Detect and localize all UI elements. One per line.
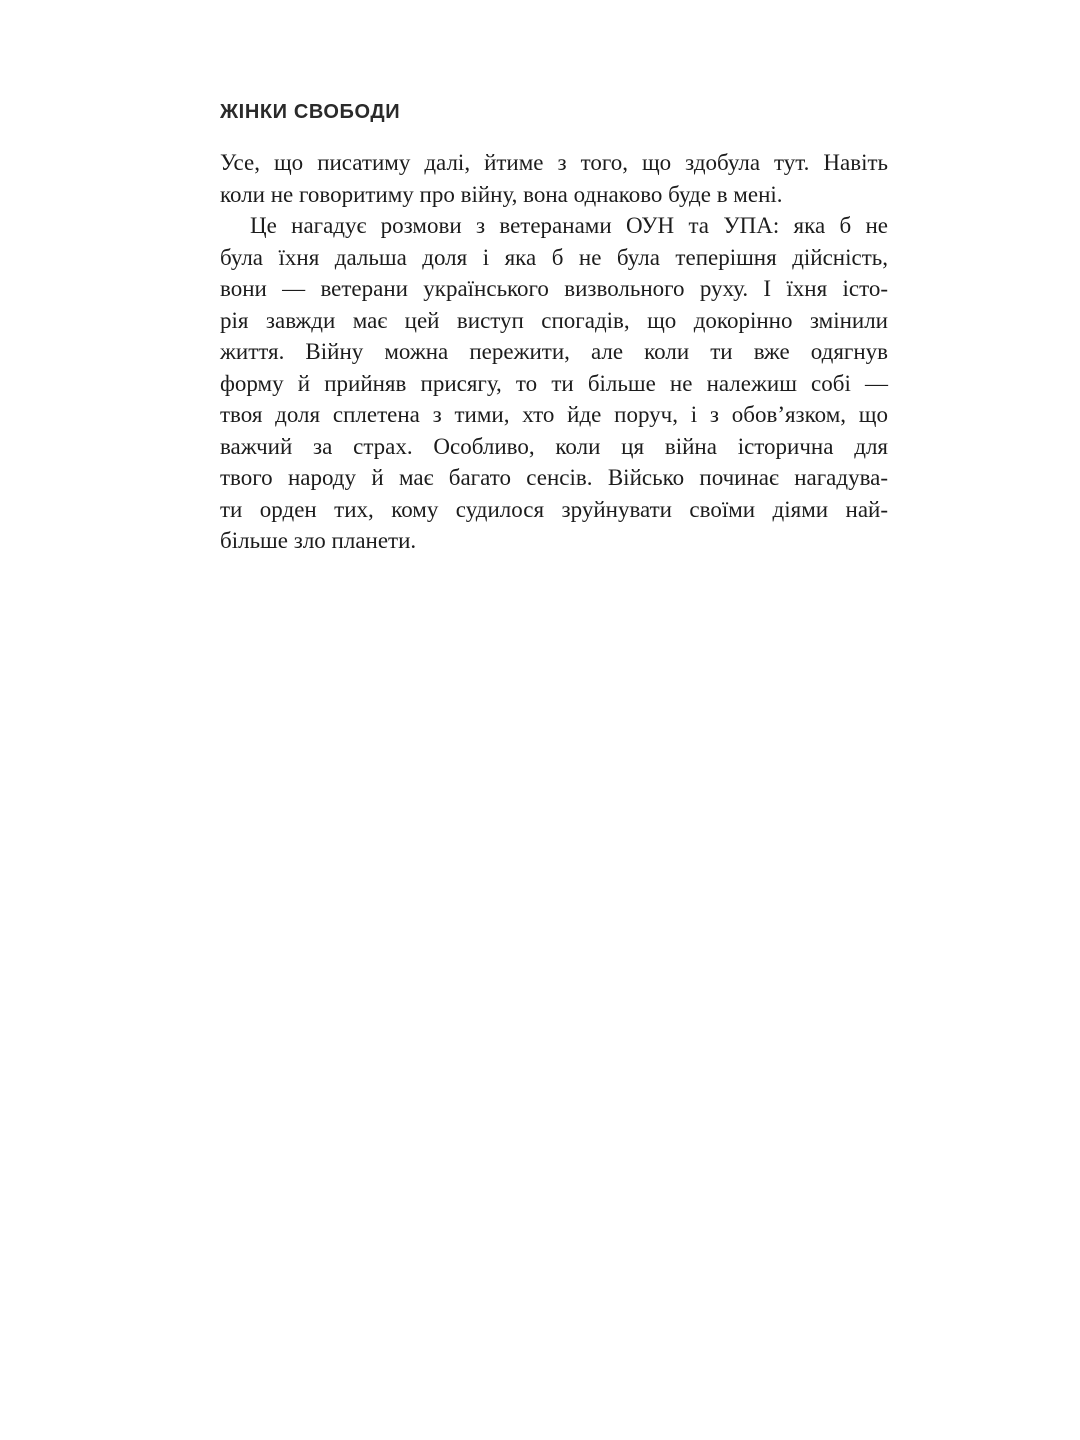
text-line: форму й прийняв присягу, то ти більше не належиш собі — bbox=[220, 370, 888, 396]
text-line: коли не говоритиму про війну, вона однаково буде в мені. bbox=[220, 181, 783, 207]
text-line: Це нагадує розмови з ветеранами ОУН та УПА: яка б не bbox=[250, 213, 888, 238]
text-line: життя. Війну можна пережити, але коли ти вже одягнув bbox=[220, 339, 888, 364]
text-line: ти орден тих, кому судилося зруйнувати своїми діями най- bbox=[220, 496, 888, 522]
text-line: твоя доля сплетена з тими, хто йде поруч, і з обов’язком, що bbox=[220, 402, 888, 427]
text-line: була їхня дальша доля і яка б не була теперішня дійсність, bbox=[220, 244, 888, 270]
text-line: твого народу й має багато сенсів. Військо починає нагадува- bbox=[220, 465, 888, 490]
body-text-block bbox=[220, 147, 888, 557]
text-line: важчий за страх. Особливо, коли ця війна історична для bbox=[220, 433, 888, 459]
text-line: більше зло планети. bbox=[220, 528, 417, 553]
running-header: ЖІНКИ СВОБОДИ bbox=[220, 101, 401, 123]
text-line: рія завжди має цей виступ спогадів, що докорінно змінили bbox=[220, 307, 888, 333]
text-line: вони — ветерани українського визвольного руху. І їхня істо- bbox=[220, 276, 888, 301]
text-line: Усе, що писатиму далі, йтиме з того, що здобула тут. Навіть bbox=[220, 150, 888, 175]
